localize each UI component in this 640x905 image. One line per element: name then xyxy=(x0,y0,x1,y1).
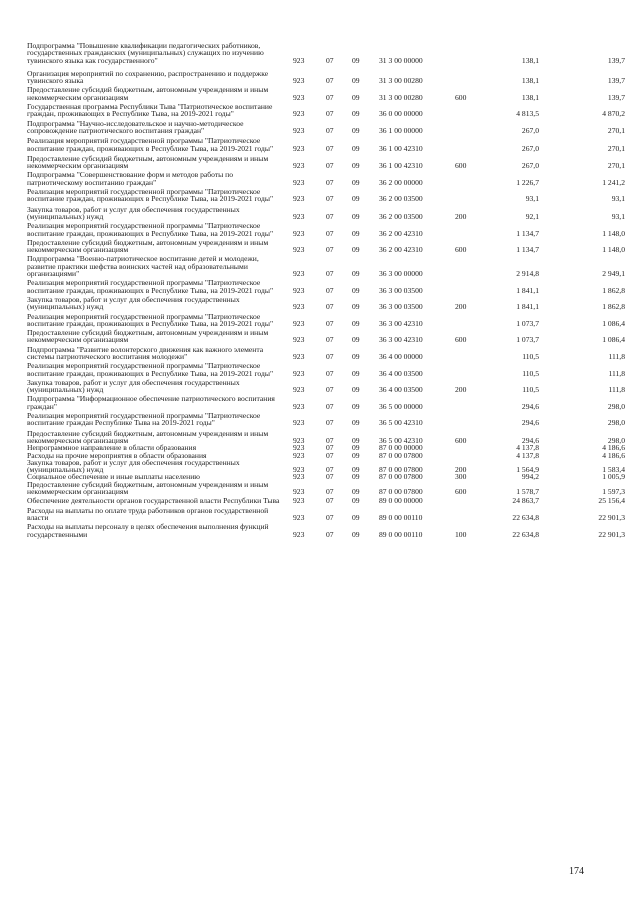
cell-csr: 36 2 00 03500 xyxy=(379,194,423,204)
cell-vr: 300 xyxy=(455,472,467,482)
cell-csr: 36 4 00 03500 xyxy=(379,385,423,395)
table-row xyxy=(27,313,627,328)
cell-vr: 200 xyxy=(455,302,467,312)
cell-name: Закупка товаров, работ и услуг для обеспечения государственных (муниципальных) нужд xyxy=(27,457,240,475)
table-row xyxy=(27,103,627,118)
cell-name: Реализация мероприятий государственной программы "Патриотическое воспитание граждан, проживающих в Республике Тыва, на 2019-2021 годы" xyxy=(27,187,274,204)
cell-y2: 1 148,0 xyxy=(602,245,625,255)
cell-y2: 1 005,9 xyxy=(602,472,625,482)
cell-csr: 36 3 00 42310 xyxy=(379,318,423,328)
cell-rz: 07 xyxy=(326,418,334,428)
cell-name: Подпрограмма "Повышение квалификации педагогических работников, государственных гражданских (муниципальных) служащих по изучению тувинского языка как государственного" xyxy=(27,41,264,65)
cell-pr: 09 xyxy=(352,302,360,312)
table-row xyxy=(27,155,627,170)
cell-pr: 09 xyxy=(352,143,360,153)
table-row xyxy=(27,481,627,496)
cell-name: Предоставление субсидий бюджетным, автономным учреждениям и иным некоммерческим организациям xyxy=(27,153,269,171)
cell-ved: 923 xyxy=(293,161,305,171)
cell-pr: 09 xyxy=(352,450,360,460)
cell-y1: 267,0 xyxy=(521,161,539,171)
cell-csr: 36 5 00 42310 xyxy=(379,435,423,445)
cell-ved: 923 xyxy=(293,496,305,506)
table-row xyxy=(27,296,627,311)
cell-rz: 07 xyxy=(326,211,334,221)
cell-pr: 09 xyxy=(352,269,360,279)
cell-y1: 138,1 xyxy=(521,55,539,65)
cell-rz: 07 xyxy=(326,465,334,475)
cell-y1: 22 634,8 xyxy=(512,512,539,522)
cell-pr: 09 xyxy=(352,211,360,221)
cell-pr: 09 xyxy=(352,512,360,522)
cell-csr: 36 3 00 03500 xyxy=(379,302,423,312)
cell-ved: 923 xyxy=(293,487,305,497)
cell-y1: 1 073,7 xyxy=(516,318,539,328)
cell-ved: 923 xyxy=(293,401,305,411)
cell-pr: 09 xyxy=(352,194,360,204)
cell-name: Реализация мероприятий государственной программы "Патриотическое воспитание граждан, проживающих в Республике Тыва, на 2019-2021 годы" xyxy=(27,136,274,153)
cell-pr: 09 xyxy=(352,228,360,238)
cell-y2: 139,7 xyxy=(607,55,625,65)
cell-csr: 36 2 00 42310 xyxy=(379,228,423,238)
cell-ved: 923 xyxy=(293,285,305,295)
cell-pr: 09 xyxy=(352,435,360,445)
cell-name: Подпрограмма "Информационное обеспечение патриотического воспитания граждан" xyxy=(27,394,275,411)
cell-y2: 139,7 xyxy=(607,92,625,102)
cell-ved: 923 xyxy=(293,177,305,187)
cell-csr: 36 3 00 00000 xyxy=(379,269,423,279)
cell-rz: 07 xyxy=(326,351,334,361)
table-row xyxy=(27,188,627,203)
page-number: 174 xyxy=(569,866,584,877)
cell-rz: 07 xyxy=(326,245,334,255)
cell-y2: 298,0 xyxy=(607,401,625,411)
cell-name: Обеспечение деятельности органов государственной власти Республики Тыва xyxy=(27,496,280,506)
cell-rz: 07 xyxy=(326,76,334,86)
cell-y2: 270,1 xyxy=(607,125,625,135)
cell-y1: 138,1 xyxy=(521,92,539,102)
cell-name: Расходы на выплаты персоналу в целях обеспечения выполнения функций государственными xyxy=(27,522,269,539)
cell-rz: 07 xyxy=(326,512,334,522)
table-row xyxy=(27,507,627,522)
cell-ved: 923 xyxy=(293,245,305,255)
cell-name: Предоставление субсидий бюджетным, автономным учреждениям и иным некоммерческим организациям xyxy=(27,428,269,445)
cell-y1: 24 863,7 xyxy=(512,496,539,506)
cell-y1: 1 841,1 xyxy=(516,285,539,295)
cell-rz: 07 xyxy=(326,302,334,312)
cell-pr: 09 xyxy=(352,177,360,187)
cell-csr: 89 0 00 00110 xyxy=(379,529,423,539)
cell-csr: 31 3 00 00280 xyxy=(379,92,423,102)
cell-csr: 36 1 00 42310 xyxy=(379,143,423,153)
cell-ved: 923 xyxy=(293,92,305,102)
cell-rz: 07 xyxy=(326,335,334,345)
cell-pr: 09 xyxy=(352,285,360,295)
table-row xyxy=(27,523,627,538)
cell-name: Организация мероприятий по сохранению, распространению и поддержке тувинского языка xyxy=(27,68,269,86)
cell-y1: 22 634,8 xyxy=(512,529,539,539)
cell-y1: 994,2 xyxy=(521,472,539,482)
cell-name: Предоставление субсидий бюджетным, автономным учреждениям и иным некоммерческим организациям xyxy=(27,85,269,102)
cell-y1: 1 564,9 xyxy=(516,465,539,475)
cell-vr: 600 xyxy=(455,161,467,171)
cell-ved: 923 xyxy=(293,472,305,482)
cell-vr: 200 xyxy=(455,465,467,475)
cell-name: Предоставление субсидий бюджетным, автономным учреждениям и иным некоммерческим организациям xyxy=(27,479,269,497)
cell-y1: 1 578,7 xyxy=(516,487,539,497)
cell-pr: 09 xyxy=(352,368,360,378)
cell-y1: 1 226,7 xyxy=(516,177,539,187)
cell-name: Реализация мероприятий государственной программы "Патриотическое воспитание граждан, проживающих в Республике Тыва, на 2019-2021 годы" xyxy=(27,311,274,328)
cell-rz: 07 xyxy=(326,109,334,119)
cell-csr: 89 0 00 00000 xyxy=(379,496,423,506)
cell-pr: 09 xyxy=(352,335,360,345)
cell-y2: 298,0 xyxy=(607,418,625,428)
cell-csr: 36 5 00 00000 xyxy=(379,401,423,411)
cell-name: Реализация мероприятий государственной программы "Патриотическое воспитание граждан, проживающих в Республике Тыва, на 2019-2021 годы" xyxy=(27,361,274,378)
cell-y1: 4 813,5 xyxy=(516,109,539,119)
cell-ved: 923 xyxy=(293,318,305,328)
cell-pr: 09 xyxy=(352,318,360,328)
cell-pr: 09 xyxy=(352,92,360,102)
cell-y1: 93,1 xyxy=(525,194,539,204)
cell-ved: 923 xyxy=(293,418,305,428)
cell-y1: 110,5 xyxy=(522,368,539,378)
cell-pr: 09 xyxy=(352,351,360,361)
cell-y1: 1 841,1 xyxy=(516,302,539,312)
cell-rz: 07 xyxy=(326,450,334,460)
table-row xyxy=(27,459,627,474)
cell-rz: 07 xyxy=(326,472,334,482)
cell-csr: 89 0 00 00110 xyxy=(379,512,423,522)
cell-csr: 36 0 00 00000 xyxy=(379,109,423,119)
cell-y2: 111,8 xyxy=(608,385,625,395)
table-row xyxy=(27,362,627,377)
cell-csr: 87 0 00 07800 xyxy=(379,450,423,460)
cell-csr: 36 1 00 00000 xyxy=(379,125,423,135)
cell-rz: 07 xyxy=(326,487,334,497)
cell-pr: 09 xyxy=(352,418,360,428)
cell-rz: 07 xyxy=(326,194,334,204)
cell-y2: 139,7 xyxy=(607,76,625,86)
cell-y2: 1 148,0 xyxy=(602,228,625,238)
cell-rz: 07 xyxy=(326,435,334,445)
cell-csr: 36 5 00 42310 xyxy=(379,418,423,428)
cell-ved: 923 xyxy=(293,55,305,65)
cell-csr: 87 0 00 00000 xyxy=(379,443,423,453)
cell-ved: 923 xyxy=(293,435,305,445)
cell-pr: 09 xyxy=(352,472,360,482)
cell-rz: 07 xyxy=(326,285,334,295)
cell-csr: 31 3 00 00000 xyxy=(379,55,423,65)
cell-name: Социальное обеспечение и иные выплаты населению xyxy=(27,472,200,482)
table-row xyxy=(27,329,627,344)
cell-csr: 36 2 00 03500 xyxy=(379,211,423,221)
cell-y2: 298,0 xyxy=(607,435,625,445)
table-row xyxy=(27,70,627,85)
table-row xyxy=(27,412,627,427)
cell-name: Расходы на выплаты по оплате труда работников органов государственной власти xyxy=(27,505,269,522)
cell-y1: 1 073,7 xyxy=(516,335,539,345)
cell-y1: 110,5 xyxy=(522,351,539,361)
cell-vr: 600 xyxy=(455,245,467,255)
cell-name: Предоставление субсидий бюджетным, автономным учреждениям и иным некоммерческим организациям xyxy=(27,328,269,345)
cell-rz: 07 xyxy=(326,401,334,411)
cell-y2: 93,1 xyxy=(611,211,625,221)
cell-name: Подпрограмма "Развитие волонтерского движения как важного элемента системы патриотического воспитания молодежи" xyxy=(27,344,264,361)
cell-pr: 09 xyxy=(352,529,360,539)
cell-csr: 31 3 00 00280 xyxy=(379,76,423,86)
cell-y2: 4 186,6 xyxy=(602,443,625,453)
cell-name: Реализация мероприятий государственной программы "Патриотическое воспитание граждан, проживающих в Республике Тыва, на 2019-2021 годы" xyxy=(27,278,274,295)
cell-name: Закупка товаров, работ и услуг для обеспечения государственных (муниципальных) нужд xyxy=(27,204,240,221)
cell-ved: 923 xyxy=(293,194,305,204)
cell-ved: 923 xyxy=(293,125,305,135)
cell-name: Реализация мероприятий государственной программы "Патриотическое воспитание граждан, проживающих в Республике Тыва, на 2019-2021 годы" xyxy=(27,221,274,238)
cell-rz: 07 xyxy=(326,55,334,65)
cell-ved: 923 xyxy=(293,385,305,395)
cell-rz: 07 xyxy=(326,368,334,378)
cell-ved: 923 xyxy=(293,269,305,279)
cell-y1: 1 134,7 xyxy=(516,245,539,255)
cell-y1: 4 137,8 xyxy=(516,450,539,460)
cell-ved: 923 xyxy=(293,529,305,539)
cell-y2: 1 086,4 xyxy=(602,318,625,328)
cell-pr: 09 xyxy=(352,487,360,497)
cell-vr: 600 xyxy=(455,92,467,102)
cell-rz: 07 xyxy=(326,496,334,506)
cell-pr: 09 xyxy=(352,245,360,255)
cell-rz: 07 xyxy=(326,177,334,187)
cell-name: Подпрограмма "Совершенствование форм и методов работы по патриотическому воспитанию граждан" xyxy=(27,170,234,187)
cell-y1: 110,5 xyxy=(522,385,539,395)
cell-y2: 4 870,2 xyxy=(602,109,625,119)
cell-y2: 111,8 xyxy=(608,368,625,378)
cell-y1: 267,0 xyxy=(521,125,539,135)
cell-rz: 07 xyxy=(326,269,334,279)
table-row xyxy=(27,497,627,504)
budget-table xyxy=(27,42,627,538)
cell-rz: 07 xyxy=(326,125,334,135)
cell-y1: 294,6 xyxy=(521,418,539,428)
cell-y1: 294,6 xyxy=(521,401,539,411)
cell-ved: 923 xyxy=(293,512,305,522)
cell-name: Закупка товаров, работ и услуг для обеспечения государственных (муниципальных) нужд xyxy=(27,294,240,312)
cell-ved: 923 xyxy=(293,368,305,378)
cell-name: Реализация мероприятий государственной программы "Патриотическое воспитание граждан Республике Тыва на 2019-2021 годы" xyxy=(27,411,261,428)
cell-name: Государственная программа Республики Тыва "Патриотическое воспитание граждан, проживающих в Республике Тыва, на 2019-2021 годы" xyxy=(27,102,273,119)
cell-rz: 07 xyxy=(326,443,334,453)
cell-y1: 294,6 xyxy=(521,435,539,445)
cell-name: Предоставление субсидий бюджетным, автономным учреждениям и иным некоммерческим организациям xyxy=(27,237,269,255)
cell-y2: 1 086,4 xyxy=(602,335,625,345)
cell-pr: 09 xyxy=(352,161,360,171)
cell-pr: 09 xyxy=(352,125,360,135)
cell-ved: 923 xyxy=(293,228,305,238)
table-row xyxy=(27,42,627,64)
cell-ved: 923 xyxy=(293,335,305,345)
cell-ved: 923 xyxy=(293,109,305,119)
cell-pr: 09 xyxy=(352,385,360,395)
cell-csr: 36 3 00 42310 xyxy=(379,335,423,345)
table-row xyxy=(27,137,627,152)
cell-y2: 1 597,3 xyxy=(602,487,625,497)
cell-csr: 87 0 00 07800 xyxy=(379,465,423,475)
cell-y1: 4 137,8 xyxy=(516,443,539,453)
cell-y2: 4 186,6 xyxy=(602,450,625,460)
cell-vr: 600 xyxy=(455,487,467,497)
cell-name: Непрограммное направление в области образования xyxy=(27,443,197,453)
cell-y2: 1 862,8 xyxy=(602,302,625,312)
cell-rz: 07 xyxy=(326,161,334,171)
table-row xyxy=(27,222,627,237)
cell-y2: 25 156,4 xyxy=(598,496,625,506)
cell-vr: 600 xyxy=(455,335,467,345)
cell-ved: 923 xyxy=(293,351,305,361)
cell-name: Закупка товаров, работ и услуг для обеспечения государственных (муниципальных) нужд xyxy=(27,377,240,395)
cell-csr: 36 2 00 00000 xyxy=(379,177,423,187)
cell-vr: 100 xyxy=(455,529,467,539)
cell-name: Расходы на прочие мероприятия в области образования xyxy=(27,450,207,460)
cell-vr: 200 xyxy=(455,385,467,395)
cell-pr: 09 xyxy=(352,55,360,65)
cell-ved: 923 xyxy=(293,76,305,86)
table-row xyxy=(27,279,627,294)
cell-pr: 09 xyxy=(352,443,360,453)
cell-pr: 09 xyxy=(352,465,360,475)
cell-csr: 36 2 00 42310 xyxy=(379,245,423,255)
cell-pr: 09 xyxy=(352,401,360,411)
cell-csr: 87 0 00 07800 xyxy=(379,487,423,497)
cell-y2: 93,1 xyxy=(611,194,625,204)
table-row xyxy=(27,395,627,410)
cell-csr: 36 4 00 03500 xyxy=(379,368,423,378)
cell-rz: 07 xyxy=(326,318,334,328)
table-row xyxy=(27,120,627,135)
cell-csr: 36 3 00 03500 xyxy=(379,285,423,295)
cell-y2: 22 901,3 xyxy=(598,529,625,539)
cell-pr: 09 xyxy=(352,496,360,506)
table-row xyxy=(27,346,627,361)
table-row xyxy=(27,206,627,221)
cell-csr: 87 0 00 07800 xyxy=(379,472,423,482)
cell-vr: 200 xyxy=(455,211,467,221)
cell-pr: 09 xyxy=(352,76,360,86)
cell-ved: 923 xyxy=(293,211,305,221)
cell-y2: 22 901,3 xyxy=(598,512,625,522)
cell-ved: 923 xyxy=(293,465,305,475)
cell-y2: 270,1 xyxy=(607,143,625,153)
cell-rz: 07 xyxy=(326,228,334,238)
cell-name: Подпрограмма "Военно-патриотическое воспитание детей и молодежи, развитие практики шефства воинских частей над образовательными организациями" xyxy=(27,254,259,279)
cell-ved: 923 xyxy=(293,302,305,312)
cell-y1: 267,0 xyxy=(521,143,539,153)
table-row xyxy=(27,171,627,186)
cell-y1: 92,1 xyxy=(525,211,539,221)
cell-rz: 07 xyxy=(326,143,334,153)
table-row xyxy=(27,430,627,445)
cell-y1: 1 134,7 xyxy=(516,228,539,238)
cell-y1: 2 914,8 xyxy=(516,269,539,279)
table-row xyxy=(27,255,627,277)
cell-vr: 600 xyxy=(455,435,467,445)
table-row xyxy=(27,239,627,254)
cell-csr: 36 4 00 00000 xyxy=(379,351,423,361)
cell-name: Подпрограмма "Научно-исследовательское и научно-методическое сопровождение патриотического воспитания граждан" xyxy=(27,118,244,135)
cell-rz: 07 xyxy=(326,529,334,539)
cell-y2: 111,8 xyxy=(608,351,625,361)
cell-y2: 1 862,8 xyxy=(602,285,625,295)
cell-rz: 07 xyxy=(326,385,334,395)
table-row xyxy=(27,379,627,394)
cell-ved: 923 xyxy=(293,143,305,153)
cell-y2: 1 583,4 xyxy=(602,465,625,475)
cell-ved: 923 xyxy=(293,443,305,453)
cell-rz: 07 xyxy=(326,92,334,102)
table-row xyxy=(27,86,627,101)
cell-y1: 138,1 xyxy=(521,76,539,86)
cell-y2: 2 949,1 xyxy=(602,269,625,279)
cell-pr: 09 xyxy=(352,109,360,119)
cell-ved: 923 xyxy=(293,450,305,460)
cell-y2: 1 241,2 xyxy=(602,177,625,187)
cell-y2: 270,1 xyxy=(607,161,625,171)
cell-csr: 36 1 00 42310 xyxy=(379,161,423,171)
